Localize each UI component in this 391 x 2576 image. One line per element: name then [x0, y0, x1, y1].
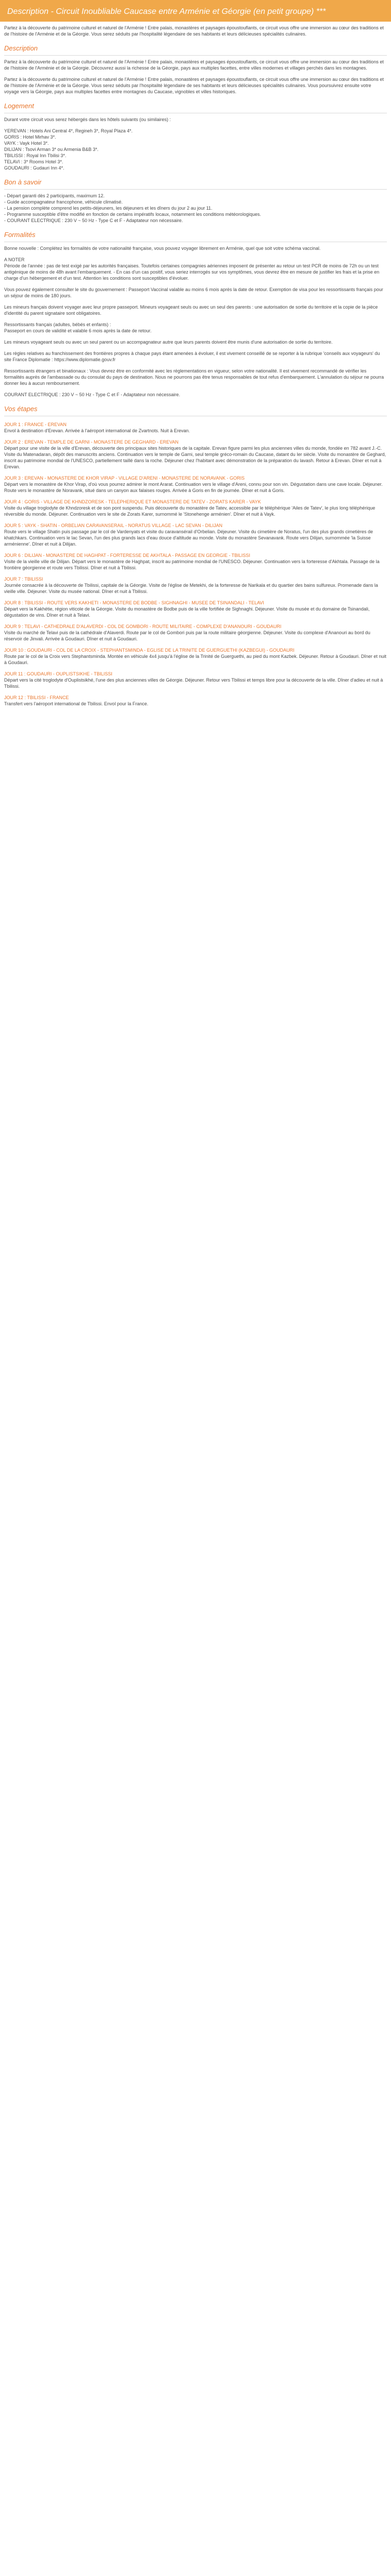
day-title: JOUR 9 : TELAVI - CATHEDRALE D'ALAVERDI - COL DE GOMBORI - ROUTE MILITAIRE - COMPLEXE D'ANANOURI - GOUDAURI — [4, 624, 282, 629]
formalites-paragraph: Les mineurs français doivent voyager avec leur propre passeport. Mineurs voyageant seuls ou avec un seul des parents : une autorisation de sortie du territoire et la copie de la pièce d'identité du parent signataire sont obligatoires. — [4, 304, 378, 316]
description-paragraph: Partez à la découverte du patrimoine culturel et naturel de l'Arménie ! Entre palais, monastères et paysages époustouflants, ce circuit vous offre une immersion au cœur des traditions et de l'histoire de l'Arménie et de la Géorgie. Découvrez aussi la richesse de la Géorgie, pays aux multiples facettes, entre villes modernes et villages perchés dans les montagnes. — [4, 59, 384, 71]
day-item — [4, 475, 387, 494]
formalites-paragraph: Les règles relatives au franchissement des frontières propres à chaque pays étant amenées à évoluer, il est vivement conseillé de se reporter à la rubrique 'conseils aux voyageurs' du site France Diplomatie : https://www.diplomatie.gouv.fr — [4, 351, 380, 362]
day-description: Route par le col de la Croix vers Stephantsminda. Montée en véhicule 4x4 jusqu'à l'église de la Trinité de Guerguethi, au pied du mont Kazbek. Déjeuner. Retour à Goudauri. Dîner et nuit à Goudauri. — [4, 654, 386, 665]
day-item — [4, 421, 387, 434]
day-title: JOUR 3 : EREVAN - MONASTERE DE KHOR VIRAP - VILLAGE D'ARENI - MONASTERE DE NORAVANK - GORIS — [4, 476, 245, 481]
logement-line: Durant votre circuit vous serez hébergés dans les hôtels suivants (ou similaires) : — [4, 117, 171, 122]
divider — [4, 55, 387, 56]
day-list — [4, 421, 387, 707]
day-title: JOUR 1 : FRANCE - EREVAN — [4, 422, 67, 427]
day-item — [4, 499, 387, 517]
day-title: JOUR 10 : GOUDAURI - COL DE LA CROIX - STEPHANTSMINDA - EGLISE DE LA TRINITE DE GUERGUETHI (KAZBEGUI) - GOUDAURI — [4, 648, 295, 653]
description-paragraph: Partez à la découverte du patrimoine culturel et naturel de l'Arménie ! Entre palais, monastères et paysages époustouflants, ce circuit vous offre une immersion au cœur des traditions et de l'histoire de l'Arménie et de la Géorgie. Vous serez séduits par l'hospitalité légendaire de ses habitants et leurs délicieuses spécialités culinaires. Vous poursuivrez ensuite votre voyage vers la Géorgie, pays aux multiples facettes entre montagnes du Caucase, vignobles et villes historiques. — [4, 77, 384, 94]
day-description: Visite du marché de Telavi puis de la cathédrale d'Alaverdi. Route par le col de Gombori puis par la route militaire géorgienne. Déjeuner. Visite du complexe d'Ananouri au bord du réservoir de Jinvali. Arrivée à Goudauri. Dîner et nuit à Goudauri. — [4, 630, 370, 641]
logement-line: TBILISSI : Royal Inn Tbilisi 3*. — [4, 153, 67, 158]
day-description: Départ vers la Kakhétie, région viticole de la Géorgie. Visite du monastère de Bodbe puis de la ville fortifiée de Sighnaghi. Déjeuner. Visite du musée et du domaine de Tsinandali, dégustation de vins. Dîner et nuit à Telavi. — [4, 606, 370, 618]
bon-a-savoir-list — [4, 193, 387, 224]
day-title: JOUR 7 : TBILISSI — [4, 577, 43, 582]
title-banner — [0, 0, 391, 22]
logement-line: TELAVI : 3* Rooms Hotel 3*. — [4, 159, 63, 164]
day-title: JOUR 6 : DILIJAN - MONASTERE DE HAGHPAT - FORTERESSE DE AKHTALA - PASSAGE EN GEORGIE - TBILISSI — [4, 553, 250, 558]
day-description: Visite de la vieille ville de Dilijan. Départ vers le monastère de Haghpat, inscrit au patrimoine mondial de l'UNESCO. Déjeuner. Continuation vers la forteresse d'Akhtala. Passage de la frontière géorgienne et route vers Tbilissi. Dîner et nuit à Tbilissi. — [4, 559, 380, 570]
bon-a-savoir-line: - Programme susceptible d'être modifié en fonction de certains impératifs locaux, notamment les conditions météorologiques. — [4, 212, 261, 217]
formalites-paragraph: A NOTER Période de l'année : pas de test exigé par les autorités françaises. Toutefois certaines compagnies aériennes imposent de présenter au retour un test PCR de moins de 72h ou un test antigénique de moins de 48h avant l'embarquement. - En cas d'un cas positif, vous seriez interrogés sur vos symptômes, vous devrez être en mesure de justifier les frais et la prise en charge d'un hébergement et d'un test. Attention les conditions sont susceptibles d'évoluer. — [4, 257, 380, 281]
formalites-paragraph: COURANT ELECTRIQUE : 230 V ~ 50 Hz - Type C et F - Adaptateur non nécessaire. — [4, 392, 181, 397]
formalites-paragraph: Ressortissants français (adultes, bébés et enfants) : Passeport en cours de validité et valable 6 mois après la date de retour. — [4, 322, 152, 333]
day-item — [4, 576, 387, 595]
formalites-paragraph: Bonne nouvelle : Complétez les formalités de votre nationalité française, vous pouvez voyager librement en Arménie, quel que soit votre schéma vaccinal. — [4, 246, 321, 251]
day-item — [4, 552, 387, 571]
bon-a-savoir-line: - Départ garanti dès 2 participants, maximum 12. — [4, 193, 105, 198]
logement-line: GORIS : Hotel Mirhav 3*. — [4, 134, 56, 140]
day-title: JOUR 8 : TBILISSI - ROUTE VERS KAKHETI - MONASTERE DE BODBE - SIGHNAGHI - MUSEE DE TSINANDALI - TELAVI — [4, 600, 264, 605]
day-description: Journée consacrée à la découverte de Tbilissi, capitale de la Géorgie. Visite de l'église de Metekhi, de la forteresse de Narikala et du quartier des bains sulfureux. Promenade dans la vieille ville. Déjeuner. Visite du musée national. Dîner et nuit à Tbilissi. — [4, 583, 378, 594]
formalites-paragraph: Les mineurs voyageant seuls ou avec un seul parent ou un accompagnateur autre que leurs parents doivent être munis d'une autorisation de sortie du territoire. — [4, 340, 333, 345]
main-content — [0, 22, 391, 717]
day-description: Envol à destination d'Erevan. Arrivée à l'aéroport international de Zvartnots. Nuit à Erevan. — [4, 428, 190, 433]
day-description: Départ vers le monastère de Khor Virap, d'où vous pourrez admirer le mont Ararat. Continuation vers le village d'Areni, connu pour son vin. Dégustation dans une cave locale. Déjeuner. Route vers le monastère de Noravank, situé dans un canyon aux falaises rouges. Arrivée à Goris en fin de journée. Dîner et nuit à Goris. — [4, 482, 383, 493]
bon-a-savoir-line: - Guide accompagnateur francophone, véhicule climatisé. — [4, 199, 123, 205]
logement-heading: Logement — [4, 102, 34, 110]
formalites-paragraph: Vous pouvez également consulter le site du gouvernement : Passeport Vaccinal valable au moins 6 mois après la date de retour. Exemption de visa pour les ressortissants français pour un séjour de moins de 180 jours. — [4, 287, 383, 298]
day-description: Route vers le village Shatin puis passage par le col de Vardenyats et visite du caravansérail d'Orbelian. Déjeuner. Visite du cimetière de Noratus, l'un des plus grands cimetières de khatchkars. Continuation vers le lac Sevan, l'un des plus grands lacs d'eau douce d'altitude au monde. Visite du monastère Sevanavank. Route vers Dilijan, surnommée 'la Suisse arménienne'. Dîner et nuit à Dilijan. — [4, 529, 373, 547]
logement-line: VAYK : Vayk Hotel 3*. — [4, 141, 49, 146]
etapes-heading: Vos étapes — [4, 405, 38, 413]
logement-line: YEREVAN : Hotels Ani Central 4*, Regineh 3*, Royal Plaza 4*. — [4, 128, 133, 133]
day-item — [4, 522, 387, 547]
page — [0, 0, 391, 717]
logement-line: DILIJAN : Tsovi Arman 3* ou Armenia B&B 3*. — [4, 147, 99, 152]
intro-paragraph: Partez à la découverte du patrimoine culturel et naturel de l'Arménie ! Entre palais, monastères et paysages époustouflants, ce circuit vous offre une immersion au cœur des traditions et de l'histoire de l'Arménie et de la Géorgie. Vous serez séduits par l'hospitalité légendaire de ses habitants et leurs délicieuses spécialités culinaires. — [4, 25, 384, 37]
bon-a-savoir-line: - COURANT ELECTRIQUE : 230 V ~ 50 Hz - Type C et F - Adaptateur non nécessaire. — [4, 218, 183, 223]
day-title: JOUR 12 : TBILISSI - FRANCE — [4, 695, 69, 700]
day-description: Départ pour une visite de la ville d'Erevan, découverte des principaux sites historiques de la capitale. Erevan figure parmi les plus anciennes villes du monde, fondée en 782 avant J.-C. Visite du Matenadaran, dépôt des manuscrits anciens. Continuation vers le temple de Garni, seul temple gréco-romain du Caucase, datant du Ier siècle. Visite du monastère de Geghard, inscrit au patrimoine mondial de l'UNESCO, partiellement taillé dans la roche. Déjeuner chez l'habitant avec démonstration de la préparation du lavash. Retour à Erevan. Dîner et nuit à Erevan. — [4, 446, 386, 469]
logement-list — [4, 116, 387, 171]
day-description: Visite du village troglodyte de Khndzoresk et de son pont suspendu. Puis découverte du monastère de Tatev, accessible par le téléphérique 'Ailes de Tatev', le plus long téléphérique réversible du monde. Déjeuner. Continuation vers le site de Zorats Karer, surnommé le 'Stonehenge arménien'. Dîner et nuit à Vayk. — [4, 505, 376, 517]
day-item — [4, 623, 387, 642]
description-heading: Description — [4, 44, 38, 52]
day-item — [4, 694, 387, 707]
divider — [4, 189, 387, 190]
day-title: JOUR 11 : GOUDAURI - OUPLISTSIKHE - TBILISSI — [4, 671, 112, 676]
formalites-heading: Formalités — [4, 231, 36, 239]
day-item — [4, 439, 387, 470]
day-item — [4, 671, 387, 689]
bon-a-savoir-heading: Bon à savoir — [4, 178, 42, 186]
day-title: JOUR 4 : GORIS - VILLAGE DE KHNDZORESK - TELEPHERIQUE ET MONASTERE DE TATEV - ZORATS KARER - VAYK — [4, 499, 261, 504]
day-description: Transfert vers l'aéroport international de Tbilissi. Envol pour la France. — [4, 701, 149, 706]
formalites-paragraph: Ressortissants étrangers et binationaux : Vous devrez être en conformité avec les réglementations en vigueur, selon votre nationalité. Il est vivement recommandé de vérifier les formalités auprès de l'ambassade ou du consulat du pays de destination. Nous ne pourrons pas être tenus responsables de tout refus d'embarquement. L'annulation du séjour ne pourra donner lieu à aucun remboursement. — [4, 368, 384, 386]
bon-a-savoir-line: - La pension complète comprend les petits-déjeuners, les déjeuners et les dîners du jour 2 au jour 11. — [4, 206, 213, 211]
page-title: Description - Circuit Inoubliable Caucase entre Arménie et Géorgie (en petit groupe) *** — [7, 7, 326, 16]
day-title: JOUR 2 : EREVAN - TEMPLE DE GARNI - MONASTERE DE GEGHARD - EREVAN — [4, 439, 179, 445]
day-item — [4, 600, 387, 618]
day-description: Départ vers la cité troglodyte d'Ouplistsikhé, l'une des plus anciennes villes de Géorgie. Déjeuner. Retour vers Tbilissi et temps libre pour la découverte de la ville. Dîner d'adieu et nuit à Tbilissi. — [4, 677, 383, 689]
day-title: JOUR 5 : VAYK - SHATIN - ORBELIAN CARAVANSERAIL - NORATUS VILLAGE - LAC SEVAN - DILIJAN — [4, 523, 223, 528]
logement-line: GOUDAURI : Gudauri Inn 4*. — [4, 165, 64, 171]
day-item — [4, 647, 387, 666]
